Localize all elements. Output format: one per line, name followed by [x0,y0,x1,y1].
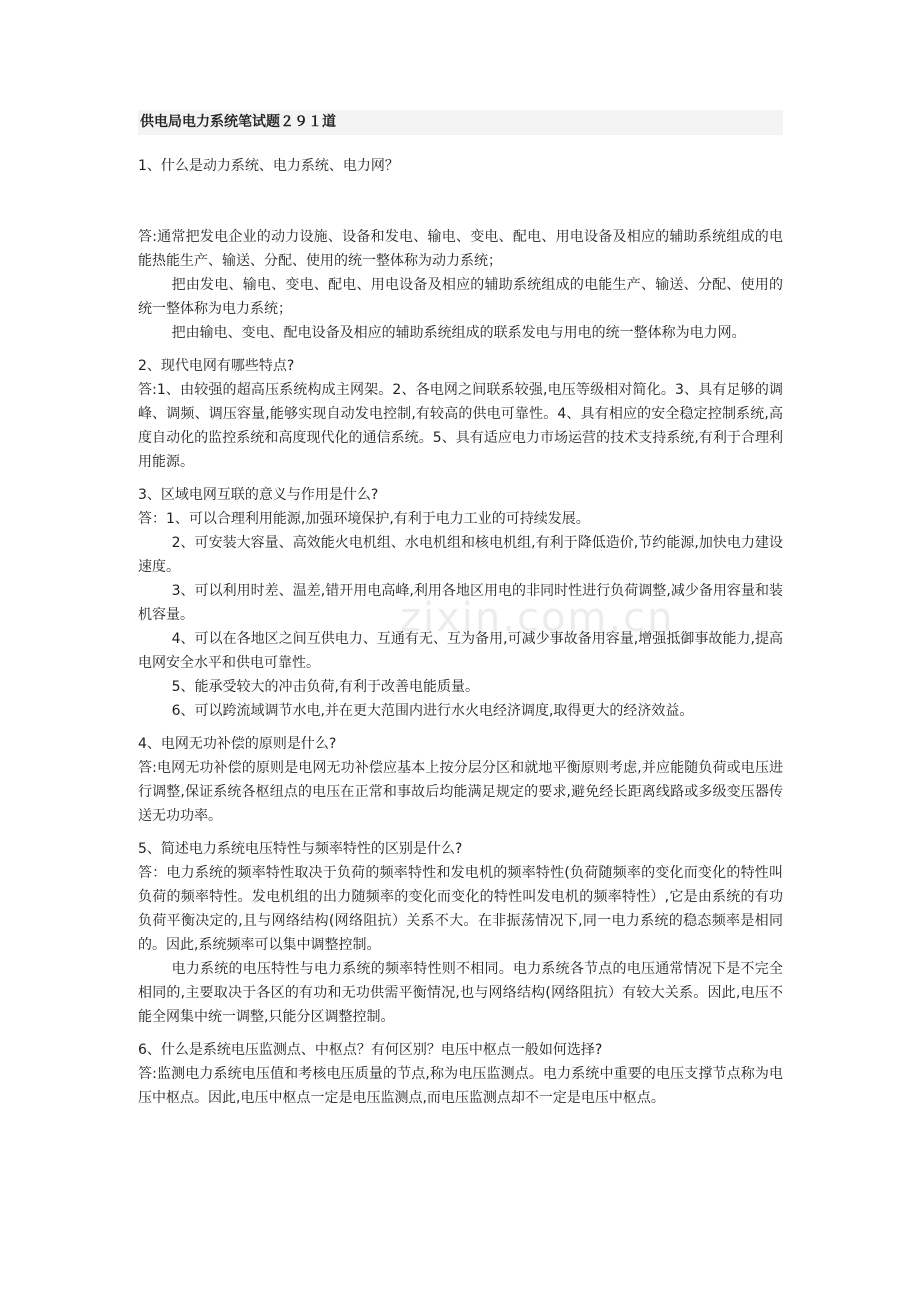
answer-3-para-4: 4、可以在各地区之间互供电力、互通有无、互为备用,可减少事故备用容量,增强抵御事故能力,提高电网安全水平和供电可靠性。 [138,631,783,671]
answer-3-para-6: 6、可以跨流域调节水电,并在更大范围内进行水火电经济调度,取得更大的经济效益。 [171,703,694,719]
answer-1-para-3: 把由输电、变电、配电设备及相应的辅助系统组成的联系发电与用电的统一整体称为电力网。 [171,325,746,341]
answer-3-para-3: 3、可以利用时差、温差,错开用电高峰,利用各地区用电的非同时性进行负荷调整,减少备用容量和装机容量。 [138,583,783,623]
question-4: 4、电网无功补偿的原则是什么? [138,736,337,752]
question-1: 1、什么是动力系统、电力系统、电力网？ [138,158,399,174]
answer-5-para-1: 答：电力系统的频率特性取决于负荷的频率特性和发电机的频率特性(负荷随频率的变化而变化的特性叫负荷的频率特性。发电机组的出力随频率的变化而变化的特性叫发电机的频率特性）,它是由系统的有功负荷平衡决定的,且与网络结构(网络阻抗）关系不大。在非振荡情况下,同一电力系统的稳态频率是相同的。因此,系统频率可以集中调整控制。 [138,865,783,953]
document-body [138,110,783,1110]
answer-5-para-2: 电力系统的电压特性与电力系统的频率特性则不相同。电力系统各节点的电压通常情况下是不完全相同的,主要取决于各区的有功和无功供需平衡情况,也与网络结构(网络阻抗）有较大关系。因此,电压不能全网集中统一调整,只能分区调整控制。 [138,961,783,1025]
answer-6-para-1: 答:监测电力系统电压值和考核电压质量的节点,称为电压监测点。电力系统中重要的电压支撑节点称为电压中枢点。因此,电压中枢点一定是电压监测点,而电压监测点却不一定是电压中枢点。 [138,1066,783,1106]
watermark: zixin.com.cn [400,595,675,641]
answer-2-para-1: 答:1、由较强的超高压系统构成主网架。2、各电网之间联系较强,电压等级相对简化。3、具有足够的调峰、调频、调压容量,能够实现自动发电控制,有较高的供电可靠性。4、具有相应的安全稳定控制系统,高度自动化的监控系统和高度现代化的通信系统。5、具有适应电力市场运营的技术支持系统,有利于合理利用能源。 [138,382,783,470]
answer-1-para-1: 答:通常把发电企业的动力设施、设备和发电、输电、变电、配电、用电设备及相应的辅助系统组成的电能热能生产、输送、分配、使用的统一整体称为动力系统； [138,229,783,269]
answer-1-para-2: 把由发电、输电、变电、配电、用电设备及相应的辅助系统组成的电能生产、输送、分配、使用的统一整体称为电力系统； [138,277,783,317]
document-title: 供电局电力系统笔试题２９１道 [138,110,783,135]
question-5: 5、简述电力系统电压特性与频率特性的区别是什么? [138,841,463,857]
answer-4-para-1: 答:电网无功补偿的原则是电网无功补偿应基本上按分层分区和就地平衡原则考虑,并应能随负荷或电压进行调整,保证系统各枢纽点的电压在正常和事故后均能满足规定的要求,避免经长距离线路或多级变压器传送无功功率。 [138,760,783,824]
answer-3-para-5: 5、能承受较大的冲击负荷,有利于改善电能质量。 [171,679,479,695]
question-3: 3、区域电网互联的意义与作用是什么? [138,487,379,503]
question-2: 2、现代电网有哪些特点? [138,358,295,374]
question-6: 6、什么是系统电压监测点、中枢点？有何区别？电压中枢点一般如何选择? [138,1042,603,1058]
answer-3-para-2: 2、可安装大容量、高效能火电机组、水电机组和核电机组,有利于降低造价,节约能源,加快电力建设速度。 [138,535,783,575]
answer-3-para-1: 答：1、可以合理利用能源,加强环境保护,有利于电力工业的可持续发展。 [138,511,590,527]
